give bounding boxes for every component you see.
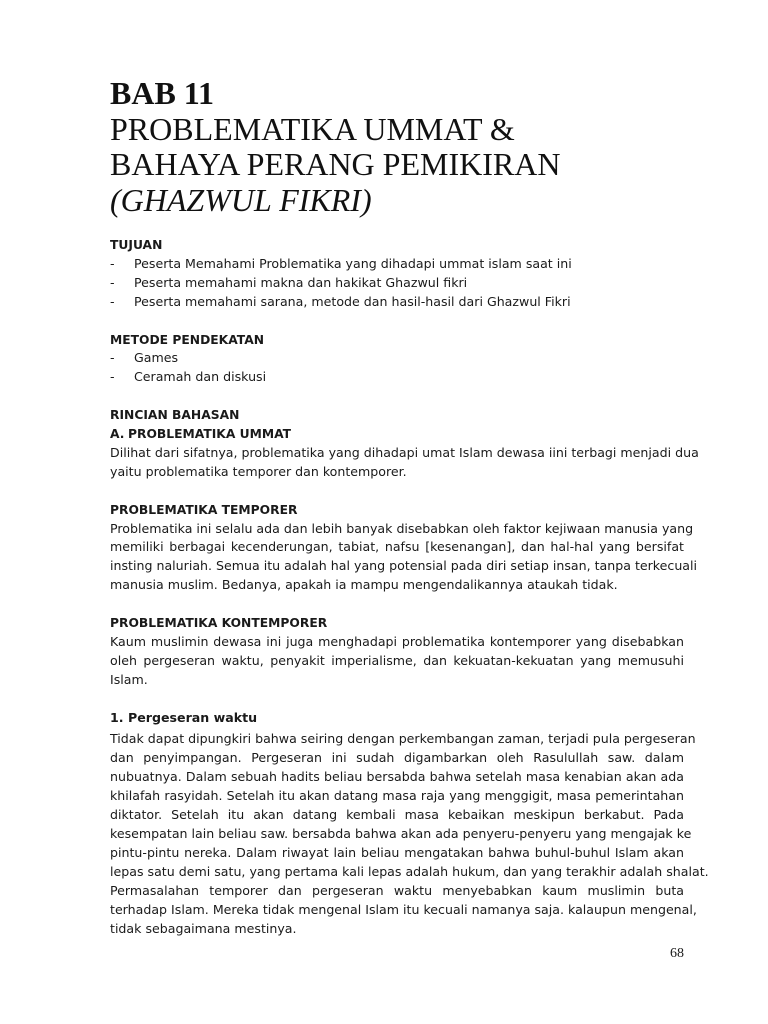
metode-item-1: Games — [134, 350, 179, 366]
paragraph-line: Problematika ini selalu ada dan lebih banyak disebabkan oleh faktor kejiwaan manusia yang — [110, 520, 694, 536]
paragraph-line: tidak sebagaimana mestinya. — [110, 920, 297, 936]
paragraph-line: Kaum muslimin dewasa ini juga menghadapi problematika kontemporer yang disebabkan — [110, 633, 684, 649]
tujuan-item-2: Peserta memahami makna dan hakikat Ghazwul fikri — [134, 274, 468, 290]
subsection-1-heading — [110, 709, 684, 728]
paragraph-line: nubuatnya. Dalam sebuah hadits beliau bersabda bahwa setelah masa kenabian akan ada — [110, 769, 684, 785]
paragraph-line: terhadap Islam. Mereka tidak mengenal Islam itu kecuali namanya saja. kalaupun mengenal, — [110, 901, 697, 917]
paragraph-line: lepas satu demi satu, yang pertama kali lepas adalah hukum, dan yang terakhir adalah shalat. — [110, 863, 709, 879]
chapter-title-line-1: PROBLEMATIKA UMMAT & — [110, 110, 515, 147]
temporer-heading: PROBLEMATIKA TEMPORER — [110, 502, 298, 517]
intro-paragraph — [110, 444, 699, 482]
temporer-paragraph — [110, 520, 698, 596]
metode-heading: METODE PENDEKATAN — [110, 332, 265, 347]
section-a-title: PROBLEMATIKA UMMAT — [128, 427, 292, 442]
paragraph-line: oleh pergeseran waktu, penyakit imperialisme, dan kekuatan-kekuatan yang memusuhi — [110, 652, 684, 668]
list-item — [110, 293, 684, 312]
list-item — [110, 368, 684, 387]
page-number: 68 — [670, 946, 684, 961]
paragraph-line: memiliki berbagai kecenderungan, tabiat, nafsu [kesenangan], dan hal-hal yang bersifat — [110, 539, 684, 555]
tujuan-item-1: Peserta Memahami Problematika yang dihadapi ummat islam saat ini — [134, 255, 572, 271]
paragraph-line: yaitu problematika temporer dan kontemporer. — [110, 463, 407, 479]
metode-item-2: Ceramah dan diskusi — [134, 369, 267, 385]
paragraph-line: pintu-pintu nereka. Dalam riwayat lain beliau mengatakan bahwa buhul-buhul Islam akan — [110, 844, 684, 860]
kontemporer-heading: PROBLEMATIKA KONTEMPORER — [110, 616, 328, 631]
document-body — [110, 236, 709, 938]
bullet-dash: - — [110, 255, 115, 271]
list-item — [110, 349, 684, 368]
spacer — [110, 387, 684, 406]
subsection-1-title: Pergeseran waktu — [128, 709, 258, 725]
section-a-number: A. — [110, 427, 125, 442]
paragraph-line: dan penyimpangan. Pergeseran ini sudah digambarkan oleh Rasulullah saw. dalam — [110, 750, 684, 766]
spacer — [110, 312, 684, 331]
paragraph-line: Dilihat dari sifatnya, problematika yang dihadapi umat Islam dewasa iini terbagi menjadi dua — [110, 444, 699, 460]
bullet-dash: - — [110, 350, 115, 366]
paragraph-line: manusia muslim. Bedanya, apakah ia mampu mengendalikannya ataukah tidak. — [110, 577, 618, 593]
paragraph-line: diktator. Setelah itu akan datang kembali masa kebaikan meskipun berkabut. Pada — [110, 807, 684, 823]
paragraph-line: Permasalahan temporer dan pergeseran waktu menyebabkan kaum muslimin buta — [110, 882, 684, 898]
paragraph-line: insting naluriah. Semua itu adalah hal yang potensial pada diri setiap insan, tanpa terkecuali — [110, 558, 698, 574]
paragraph-line: kesempatan lain beliau saw. bersabda bahwa akan ada penyeru-penyeru yang mengajak ke — [110, 826, 692, 842]
section-a-heading — [110, 425, 684, 444]
list-item — [110, 274, 684, 293]
spacer — [110, 690, 684, 709]
bullet-dash: - — [110, 274, 115, 290]
bullet-dash: - — [110, 369, 115, 385]
subsection-1-number: 1. — [110, 709, 124, 725]
spacer — [110, 595, 684, 614]
rincian-heading: RINCIAN BAHASAN — [110, 408, 240, 423]
paragraph-line: Islam. — [110, 671, 148, 687]
chapter-number: BAB 11 — [110, 75, 215, 111]
chapter-title-line-3: (GHAZWUL FIKRI) — [110, 181, 372, 218]
spacer — [110, 482, 684, 501]
pergeseran-paragraph — [110, 730, 709, 938]
paragraph-line: Tidak dapat dipungkiri bahwa seiring dengan perkembangan zaman, terjadi pula pergeseran — [110, 731, 696, 747]
tujuan-heading: TUJUAN — [110, 238, 163, 252]
chapter-title-line-2: BAHAYA PERANG PEMIKIRAN — [110, 146, 561, 182]
bullet-dash: - — [110, 293, 115, 309]
kontemporer-paragraph — [110, 633, 684, 690]
tujuan-item-3: Peserta memahami sarana, metode dan hasil-hasil dari Ghazwul Fikri — [134, 293, 571, 309]
chapter-title-block — [110, 76, 710, 218]
list-item — [110, 255, 684, 274]
paragraph-line: khilafah rasyidah. Setelah itu akan datang masa raja yang menggigit, masa pemerintahan — [110, 788, 684, 804]
